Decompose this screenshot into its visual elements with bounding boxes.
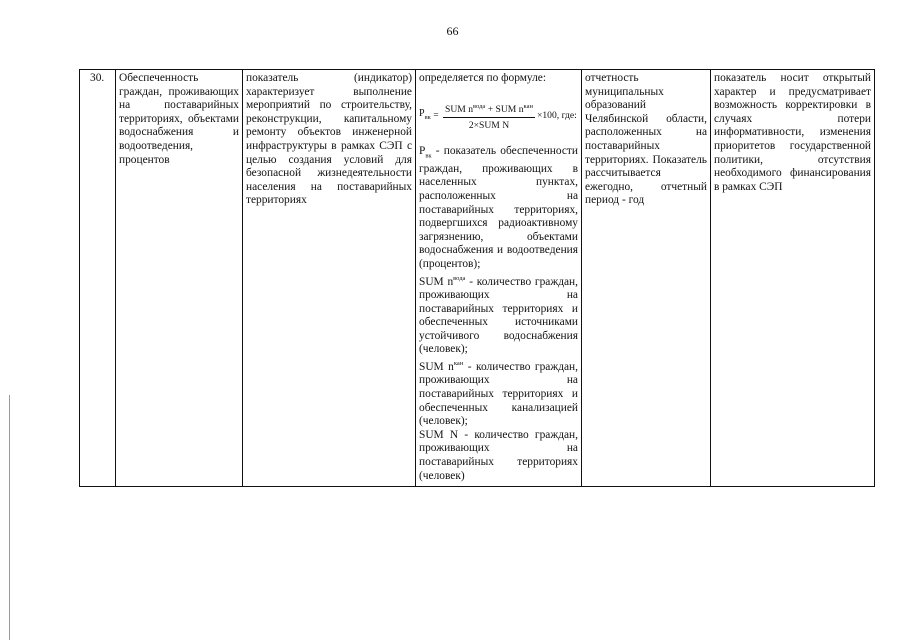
- formula: $P_{вк}$ = $\frac{SUM n^{вода} + SUM n^{кан}}{\text{2×SUM N}}$ ×100, где:: [419, 100, 578, 133]
- definition-sewer: SUM $n^{кан}$ - количество граждан, проживающих на поставарийных территориях и обеспеченных канализацией (человек);: [419, 359, 579, 428]
- table-row: [80, 70, 875, 487]
- method-intro: определяется по формуле:: [419, 72, 547, 84]
- row-number: 30.: [80, 70, 116, 487]
- formula-denominator: 2×SUM N: [468, 120, 510, 132]
- indicator-description: показатель (индикатор) характеризует выполнение мероприятий по строительству, реконструкции, капитальному ремонту объектов инженерной инфраструктуры в рамках СЭП с целью создания условий для безопасной жизнедеятельности населения на поставарийных территориях: [243, 70, 416, 487]
- definition-water: SUM $n^{вода}$ - количество граждан, проживающих на поставарийных территориях и обеспеченных источниками устойчивого водоснабжения (человек);: [419, 274, 578, 356]
- definition-total: SUM N - количество граждан, проживающих на поставарийных территориях (человек): [419, 428, 578, 482]
- formula-tail: ×100, где:: [536, 110, 577, 122]
- formula-fraction: [443, 100, 535, 133]
- indicator-note: показатель носит открытый характер и предусматривает возможность корректировки в случаях потери информативности, изменения приоритетов государственной политики, отсутствия необходимого финансирования в рамках СЭП: [711, 70, 875, 487]
- definition-p: $P_{вк}$ - показатель обеспеченности граждан, проживающих в населенных пунктах, расположенных на поставарийных территориях, подвергшихся радиоактивному загрязнению, объектами водоснабжения и водоотведения (процентов);: [419, 144, 578, 270]
- indicator-table: [79, 69, 875, 487]
- page-number: 66: [446, 24, 459, 38]
- formula-numerator: SUM $n^{вода}$ + SUM $n^{кан}$: [443, 100, 535, 119]
- indicator-name: Обеспеченность граждан, проживающих на поставарийных территориях, объектами водоснабжения и водоотведения, процентов: [116, 70, 243, 487]
- formula-lhs: $P_{вк}$: [419, 108, 431, 122]
- scan-edge-line: [9, 395, 10, 640]
- data-source: отчетность муниципальных образований Челябинской области, расположенных на поставарийных территориях. Показатель рассчитывается ежегодно, отчетный период - год: [582, 70, 711, 487]
- calculation-method: [416, 70, 582, 487]
